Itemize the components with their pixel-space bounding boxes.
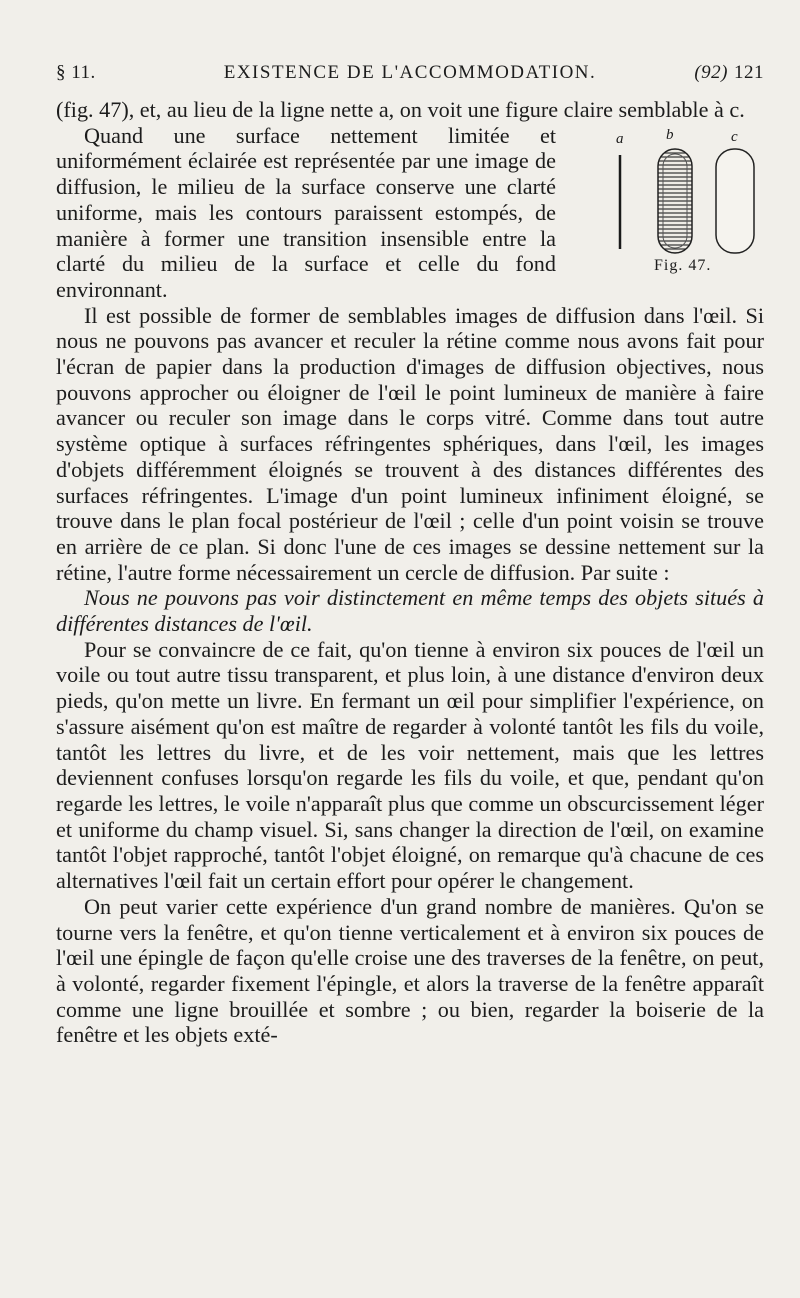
paragraph-6: On peut varier cette expérience d'un grand nombre de manières. Qu'on se tourne vers la fenêtre, et qu'on tienne verticalement et à environ six pouces de l'œil une épingle de façon qu'elle croise une des traverses de la fenêtre, on peut, à volonté, regarder fixement l'épingle, et alors la traverse de la fenêtre apparaît comme une ligne brouillée et sombre ; ou bien, regarder la boiserie de la fenêtre et les objets exté- [56, 893, 764, 1048]
section-number: § 11. [56, 62, 96, 83]
figure-label-c: c [731, 128, 738, 145]
bracket-page-number: (92) [694, 62, 728, 83]
paragraph-1: (fig. 47), et, au lieu de la ligne nette a, on voit une figure claire semblable à c. [56, 97, 745, 122]
figure-label-a: a [616, 130, 624, 147]
paragraph-2: Quand une surface nettement limitée et uniformément éclairée est représentée par une image de diffusion, le milieu de la surface conserve une clarté uniforme, mais les contours paraissent estompés, de manière à former une transition insensible entre la clarté du milieu de la surface et celle du fond environnant. [56, 122, 556, 302]
figure-47 [574, 127, 764, 293]
figure-caption: Fig. 47. [654, 256, 712, 274]
italic-statement: Nous ne pouvons pas voir distinctement en même temps des objets situés à différentes distances de l'œil. [56, 585, 764, 637]
figure-label-b: b [666, 126, 674, 143]
page-number: 121 [734, 62, 764, 83]
paragraph-4 [56, 585, 764, 636]
running-header [56, 60, 764, 90]
body-text [56, 97, 764, 1048]
paragraph-5: Pour se convaincre de ce fait, qu'on tienne à environ six pouces de l'œil un voile ou tout autre tissu transparent, et plus loin, à une distance d'environ deux pieds, qu'on mette un livre. En fermant un œil pour simplifier l'expérience, on s'assure aisément qu'on est maître de regarder à volonté tantôt les fils du voile, tantôt les lettres du livre, et de les voir nettement, mais que les lettres deviennent confuses lorsqu'on regarde les fils du voile, et que, pendant qu'on regarde les lettres, le voile n'apparaît plus que comme un obscurcissement léger et uniforme du champ visuel. Si, sans changer la direction de l'œil, on examine tantôt l'objet rapproché, tantôt l'objet éloigné, on remarque qu'à chacune de ces alternatives l'œil fait un certain effort pour opérer le changement. [56, 636, 764, 894]
bright-figure-c [716, 149, 754, 253]
paragraph-3: Il est possible de former de semblables images de diffusion dans l'œil. Si nous ne pouvons pas avancer et reculer la rétine comme nous avons fait pour l'écran de papier dans la production d'images de diffusion objectives, nous pouvons approcher ou éloigner de l'œil le point lumineux de manière à faire avancer ou reculer son image dans le corps vitré. Comme dans tout autre système optique à surfaces réfringentes sphériques, dans l'œil, les images d'objets différemment éloignés se trouvent à des distances différentes des surfaces réfringentes. L'image d'un point lumineux infiniment éloigné, se trouve dans le plan focal postérieur de l'œil ; celle d'un point voisin se trouve en arrière de ce plan. Si donc l'une de ces images se dessine nettement sur la rétine, l'autre forme nécessairement un cercle de diffusion. Par suite : [56, 302, 764, 585]
running-title: EXISTENCE DE L'ACCOMMODATION. [223, 62, 597, 83]
page-number-group [694, 62, 764, 84]
